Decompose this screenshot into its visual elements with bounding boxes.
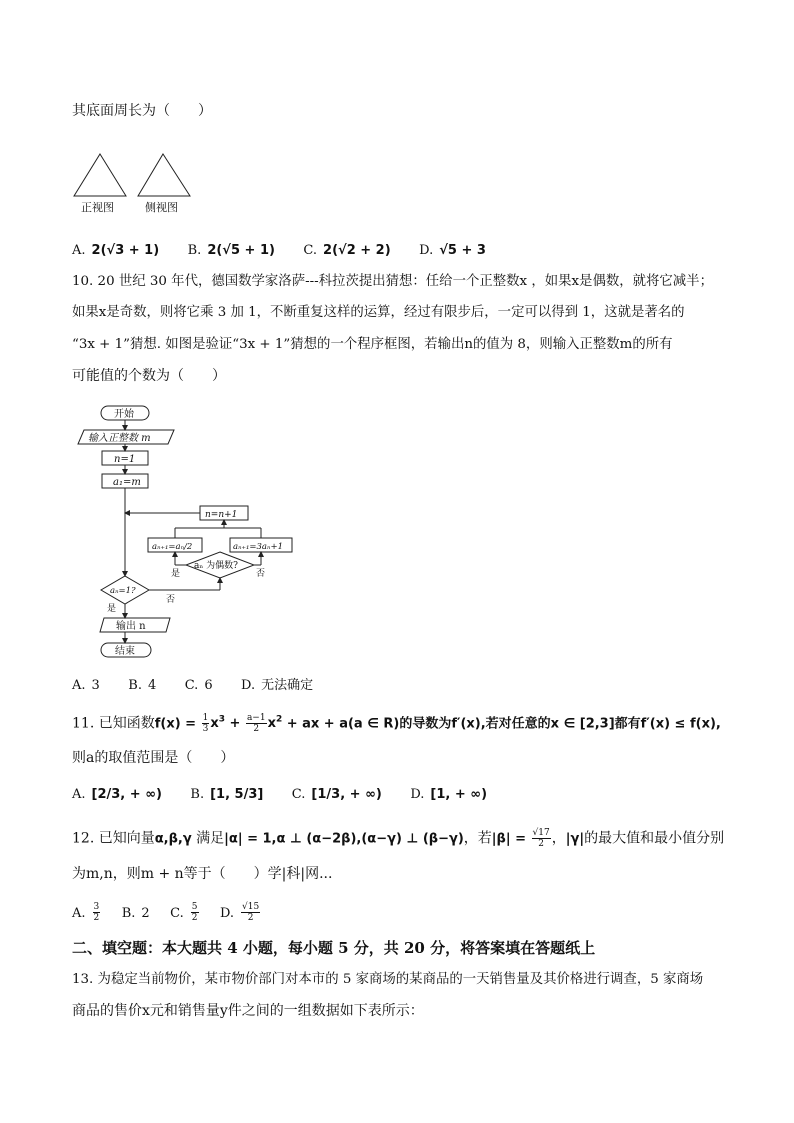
q12-option-d[interactable]: D. $\frac{√15}{2}$ bbox=[219, 902, 260, 923]
q13-line1: 13. 为稳定当前物价，某市物价部门对本市的 5 家商场的某商品的一天销售量及其价格进行调查，5 家商场 bbox=[72, 972, 704, 987]
flow-even-no-label: 否 bbox=[256, 569, 266, 579]
front-view-caption: 正视图 bbox=[81, 201, 114, 214]
flow-output-label: 输出 n bbox=[116, 621, 146, 632]
flow-inc-n-label: n=n+1 bbox=[205, 510, 238, 520]
q13-line2: 商品的售价x元和销售量y件之间的一组数据如下表所示： bbox=[72, 1003, 424, 1019]
flow-triple-label: aₙ₊₁=3aₙ+1 bbox=[233, 542, 283, 552]
q9-option-d[interactable]: D. √5 + 3 bbox=[419, 243, 486, 258]
q10-line4: 可能值的个数为（ ） bbox=[72, 368, 226, 384]
q12-option-b[interactable]: B. 2 bbox=[121, 905, 150, 921]
flow-done-no-label: 否 bbox=[166, 595, 176, 605]
q9-stem-tail: 其底面周长为（ ） bbox=[72, 103, 212, 119]
side-view-caption: 侧视图 bbox=[145, 201, 178, 214]
q12-options bbox=[72, 902, 277, 924]
q11-line1: 11. 已知函数f(x) = $\frac{1}{3}$ $x^3$ + $\frac{a-1}{2}$ $x^2$ + ax + a(a ∈ R)的导数为f′(x),若对任意的x ∈ [2,3]都有f′(x) ≤ f(x), bbox=[72, 712, 721, 734]
q12-option-a[interactable]: A. $\frac{3}{2}$ bbox=[72, 902, 100, 923]
flow-end-label: 结束 bbox=[115, 646, 135, 657]
q10-options bbox=[72, 675, 337, 696]
q10-option-c[interactable]: C. 6 bbox=[184, 678, 213, 693]
side-view-triangle bbox=[138, 154, 190, 196]
q10-option-d[interactable]: D. 无法确定 bbox=[241, 678, 314, 693]
q10-line3: “3x + 1”猜想. 如图是验证“3x + 1”猜想的一个程序框图，若输出n的值为 8，则输入正整数m的所有 bbox=[72, 337, 673, 352]
q12-line1: 12. 已知向量α,β,γ 满足|α| = 1,α ⊥ (α−2β),(α−γ) ⊥ (β−γ)，若|β| = $\frac{√17}{2}$ ，|γ|的最大值和最小值分别 bbox=[72, 828, 725, 849]
q9-option-c[interactable]: C. 2(√2 + 2) bbox=[303, 243, 391, 258]
q9-option-a[interactable]: A. 2(√3 + 1) bbox=[72, 243, 160, 258]
q10-option-b[interactable]: B. 4 bbox=[128, 678, 157, 693]
q10-line1: 10. 20 世纪 30 年代，德国数学家洛萨---科拉茨提出猜想：任给一个正整数x ，如果x是偶数，就将它减半； bbox=[72, 274, 713, 289]
q11-line2: 则a的取值范围是（ ） bbox=[72, 750, 235, 766]
q11-option-c[interactable]: C. [1/3, + ∞) bbox=[291, 787, 382, 802]
q10-option-a[interactable]: A. 3 bbox=[72, 678, 100, 693]
flow-done-yes-label: 是 bbox=[107, 604, 117, 614]
flow-even-label: aₙ 为偶数? bbox=[194, 561, 238, 571]
q12-line2: 为m,n，则m + n等于（ ）学|科|网... bbox=[72, 866, 333, 882]
q11-frac-1-3: $\frac{1}{3}$ bbox=[202, 712, 209, 734]
section2-heading: 二、填空题：本大题共 4 小题，每小题 5 分，共 20 分，将答案填在答题纸上 bbox=[72, 939, 596, 957]
flow-init-n-label: n=1 bbox=[114, 454, 136, 465]
flow-start-label: 开始 bbox=[114, 409, 134, 420]
flow-init-a-label: a₁=m bbox=[113, 477, 141, 488]
flow-halve-label: aₙ₊₁=aₙ/2 bbox=[152, 542, 193, 552]
q11-option-d[interactable]: D. [1, + ∞) bbox=[410, 787, 488, 802]
q12-option-c[interactable]: C. $\frac{5}{2}$ bbox=[170, 902, 198, 923]
q9-options bbox=[72, 240, 510, 261]
flow-input-label: 输入正整数 m bbox=[88, 433, 151, 444]
q10-line2: 如果x是奇数，则将它乘 3 加 1，不断重复这样的运算，经过有限步后，一定可以得到 1，这就是著名的 bbox=[72, 305, 685, 320]
q9-option-b[interactable]: B. 2(√5 + 1) bbox=[187, 243, 275, 258]
q11-frac-a1-2: $\frac{a-1}{2}$ bbox=[246, 712, 266, 734]
q11-options bbox=[72, 784, 511, 805]
front-view-triangle bbox=[74, 154, 126, 196]
flowchart bbox=[70, 400, 310, 662]
q11-option-a[interactable]: A. [2/3, + ∞) bbox=[72, 787, 162, 802]
flow-even-yes-label: 是 bbox=[171, 569, 181, 579]
flow-done-label: aₙ=1? bbox=[110, 586, 136, 596]
q11-option-b[interactable]: B. [1, 5/3] bbox=[190, 787, 264, 802]
